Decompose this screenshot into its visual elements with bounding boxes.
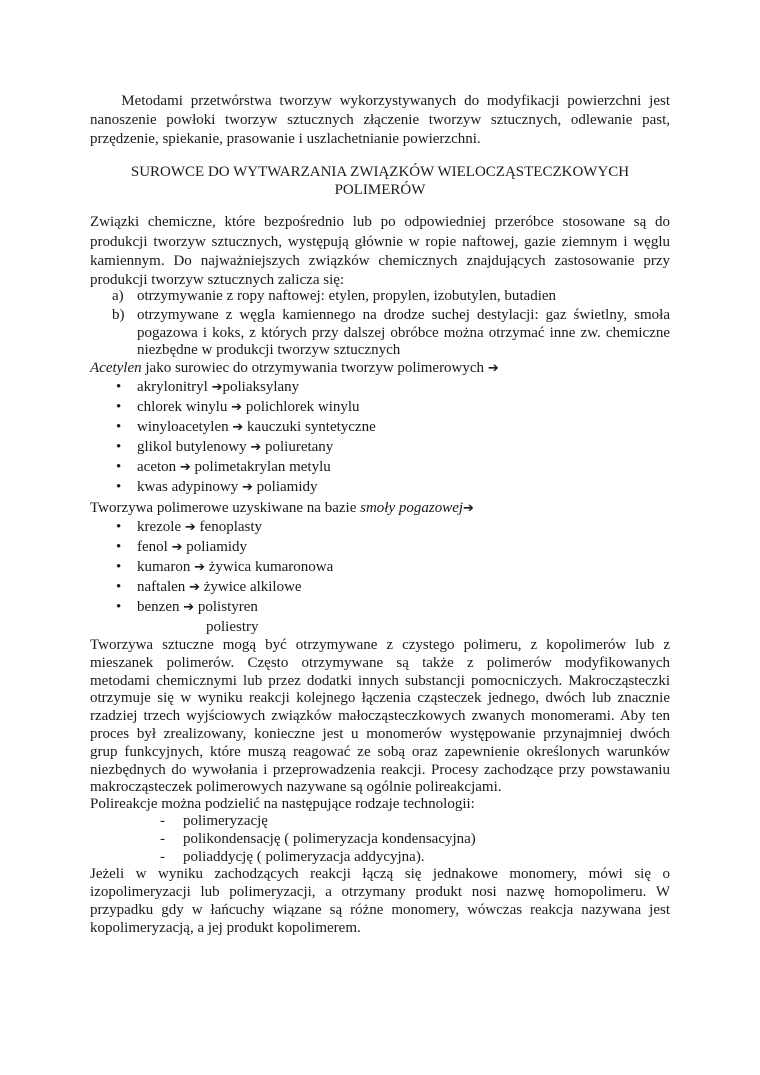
text-line: kamiennym. Do najważniejszych związków chemicznych znajdujących zastosowanie przy xyxy=(90,253,670,269)
list-item: otrzymywanie z ropy naftowej: etylen, propylen, izobutylen, butadien xyxy=(137,288,557,304)
text-line: mieszanek polimerów. Często otrzymywane są także z polimerów modyfikowanych xyxy=(90,655,670,671)
list-item: poliaddycję ( polimeryzacja addycyjna). xyxy=(183,849,425,865)
text-line: Tworzywa sztuczne mogą być otrzymywane z czystego polimeru, z kopolimerów lub z xyxy=(90,637,670,653)
list-item xyxy=(137,379,667,396)
list-item xyxy=(137,459,667,476)
bullet-icon: • xyxy=(116,599,122,615)
bullet-icon: • xyxy=(116,419,122,435)
text-line: Metodami przetwórstwa tworzyw wykorzystywanych do modyfikacji powierzchni jest xyxy=(90,93,670,109)
product-polymer: żywice alkilowe xyxy=(199,579,302,595)
product-polymer: fenoplasty xyxy=(195,519,263,535)
bullet-icon: • xyxy=(116,379,122,395)
text-line: otrzymuje się w wyniku reakcji kolejnego łączenia cząsteczek jednego, dwóch lub znacznie xyxy=(90,690,670,706)
bullet-icon: • xyxy=(116,459,122,475)
source-compound: glikol butylenowy xyxy=(137,439,251,455)
text-line: przędzenie, spiekanie, prasowanie i uszlachetnianie powierzchni. xyxy=(90,131,481,147)
product-polymer: poliamidy xyxy=(252,479,318,495)
text-line: makrocząsteczek polimerowych nazywane są ogólnie polireakcjami. xyxy=(90,779,502,795)
source-compound: aceton xyxy=(137,459,180,475)
list-item xyxy=(137,419,667,436)
list-item-continuation: poliestry xyxy=(206,619,259,635)
list-item xyxy=(137,399,667,416)
source-compound: naftalen xyxy=(137,579,190,595)
product-polymer: żywica kumaronowa xyxy=(204,559,334,575)
list-item xyxy=(137,439,667,456)
list-marker: b) xyxy=(112,307,125,323)
bullet-icon: • xyxy=(116,539,122,555)
text-line: Związki chemiczne, które bezpośrednio lub po odpowiedniej przeróbce stosowane są do xyxy=(90,214,670,230)
arrow-icon: ➔ xyxy=(242,480,253,495)
dash-marker: - xyxy=(160,849,165,865)
list-item xyxy=(137,579,667,596)
list-item xyxy=(137,539,667,556)
bullet-icon: • xyxy=(116,559,122,575)
text-line: proces był zrealizowany, konieczne jest u monomerów występowanie przynajmniej dwóch xyxy=(90,726,670,742)
list-item xyxy=(137,519,667,536)
list-marker: a) xyxy=(112,288,124,304)
product-polymer: poliamidy xyxy=(182,539,248,555)
bullet-icon: • xyxy=(116,439,122,455)
text-line: metodami chemicznymi lub przez dodatki innych substancji pomocniczych. Makrocząsteczki xyxy=(90,673,670,689)
bullet-icon: • xyxy=(116,479,122,495)
text: Tworzywa polimerowe uzyskiwane na bazie xyxy=(90,500,361,516)
source-compound: benzen xyxy=(137,599,184,615)
product-polymer: polistyren xyxy=(194,599,258,615)
italic-term: Acetylen xyxy=(90,360,142,376)
source-compound: kumaron xyxy=(137,559,195,575)
product-polymer: poliuretany xyxy=(261,439,334,455)
source-compound: fenol xyxy=(137,539,172,555)
italic-term: smoły pogazowej xyxy=(360,500,464,516)
text-line: rzadziej trzech wyjściowych związków małocząsteczkowych zwanych monomerami. Aby ten xyxy=(90,708,670,724)
text: jako surowiec do otrzymywania tworzyw polimerowych xyxy=(141,360,488,376)
text-line: grup funkcyjnych, które muszą reagować ze sobą oraz zapewnienie określonych warunków xyxy=(90,744,670,760)
polireakcje-intro: Polireakcje można podzielić na następujące rodzaje technologii: xyxy=(90,796,475,812)
list-item xyxy=(137,559,667,576)
arrow-icon: ➔ xyxy=(232,420,244,435)
bullet-icon: • xyxy=(116,579,122,595)
text-line: izopolimeryzacji lub polimeryzacji, a otrzymany produkt nosi nazwę homopolimeru. W xyxy=(90,884,670,900)
dash-marker: - xyxy=(160,831,165,847)
source-compound: kwas adypinowy xyxy=(137,479,242,495)
source-compound: krezole xyxy=(137,519,185,535)
bullet-icon: • xyxy=(116,519,122,535)
text-line: Jeżeli w wyniku zachodzących reakcji łączą się jednakowe monomery, mówi się o xyxy=(90,866,670,882)
heading-line: POLIMERÓW xyxy=(334,182,426,198)
arrow-icon: ➔ xyxy=(189,580,200,595)
heading-line: SUROWCE DO WYTWARZANIA ZWIĄZKÓW WIELOCZĄSTECZKOWYCH xyxy=(130,164,630,180)
arrow-icon: ➔ xyxy=(171,540,183,555)
list-item: polimeryzację xyxy=(183,813,268,829)
product-polymer: kauczuki syntetyczne xyxy=(243,419,376,435)
arrow-icon: ➔ xyxy=(183,600,195,615)
arrow-icon: ➔ xyxy=(179,460,191,475)
smola-intro xyxy=(90,500,670,517)
text-line: produkcji tworzyw sztucznych, występują głównie w ropie naftowej, gazie ziemnym i węglu xyxy=(90,234,670,250)
product-polymer: polichlorek winylu xyxy=(242,399,360,415)
bullet-icon: • xyxy=(116,399,122,415)
list-item: pogazowa i koks, z których przy dalszej obróbce można otrzymać inne zw. chemiczne xyxy=(137,325,670,341)
dash-marker: - xyxy=(160,813,165,829)
arrow-icon: ➔ xyxy=(250,440,262,455)
product-polymer: poliaksylany xyxy=(222,379,300,395)
arrow-icon: ➔ xyxy=(463,501,474,516)
arrow-icon: ➔ xyxy=(194,560,205,575)
text-line: niezbędnych do wywołania i przeprowadzenia reakcji. Procesy zachodzące przy powstawaniu xyxy=(90,762,670,778)
arrow-icon: ➔ xyxy=(211,380,223,395)
arrow-icon: ➔ xyxy=(184,520,196,535)
source-compound: akrylonitryl xyxy=(137,379,212,395)
list-item: polikondensację ( polimeryzacja kondensacyjna) xyxy=(183,831,476,847)
text-line: kopolimeryzacją, a jej produkt kopolimerem. xyxy=(90,920,361,936)
arrow-icon: ➔ xyxy=(231,400,243,415)
product-polymer: polimetakrylan metylu xyxy=(190,459,331,475)
text-line: nanoszenie powłoki tworzyw sztucznych złączenie tworzyw sztucznych, odlewanie past, xyxy=(90,112,670,128)
list-item xyxy=(137,599,667,616)
list-item: otrzymywane z węgla kamiennego na drodze suchej destylacji: gaz świetlny, smoła xyxy=(137,307,670,323)
text-line: produkcji tworzyw sztucznych zalicza się: xyxy=(90,272,345,288)
list-item: niezbędne w produkcji tworzyw sztucznych xyxy=(137,342,401,358)
text-line: przypadku gdy w łańcuchy wiązane są różne monomery, wówczas reakcja nazywana jest xyxy=(90,902,670,918)
acetylen-intro xyxy=(90,360,670,377)
arrow-icon: ➔ xyxy=(487,361,499,376)
source-compound: winyloacetylen xyxy=(137,419,233,435)
source-compound: chlorek winylu xyxy=(137,399,232,415)
list-item xyxy=(137,479,667,496)
